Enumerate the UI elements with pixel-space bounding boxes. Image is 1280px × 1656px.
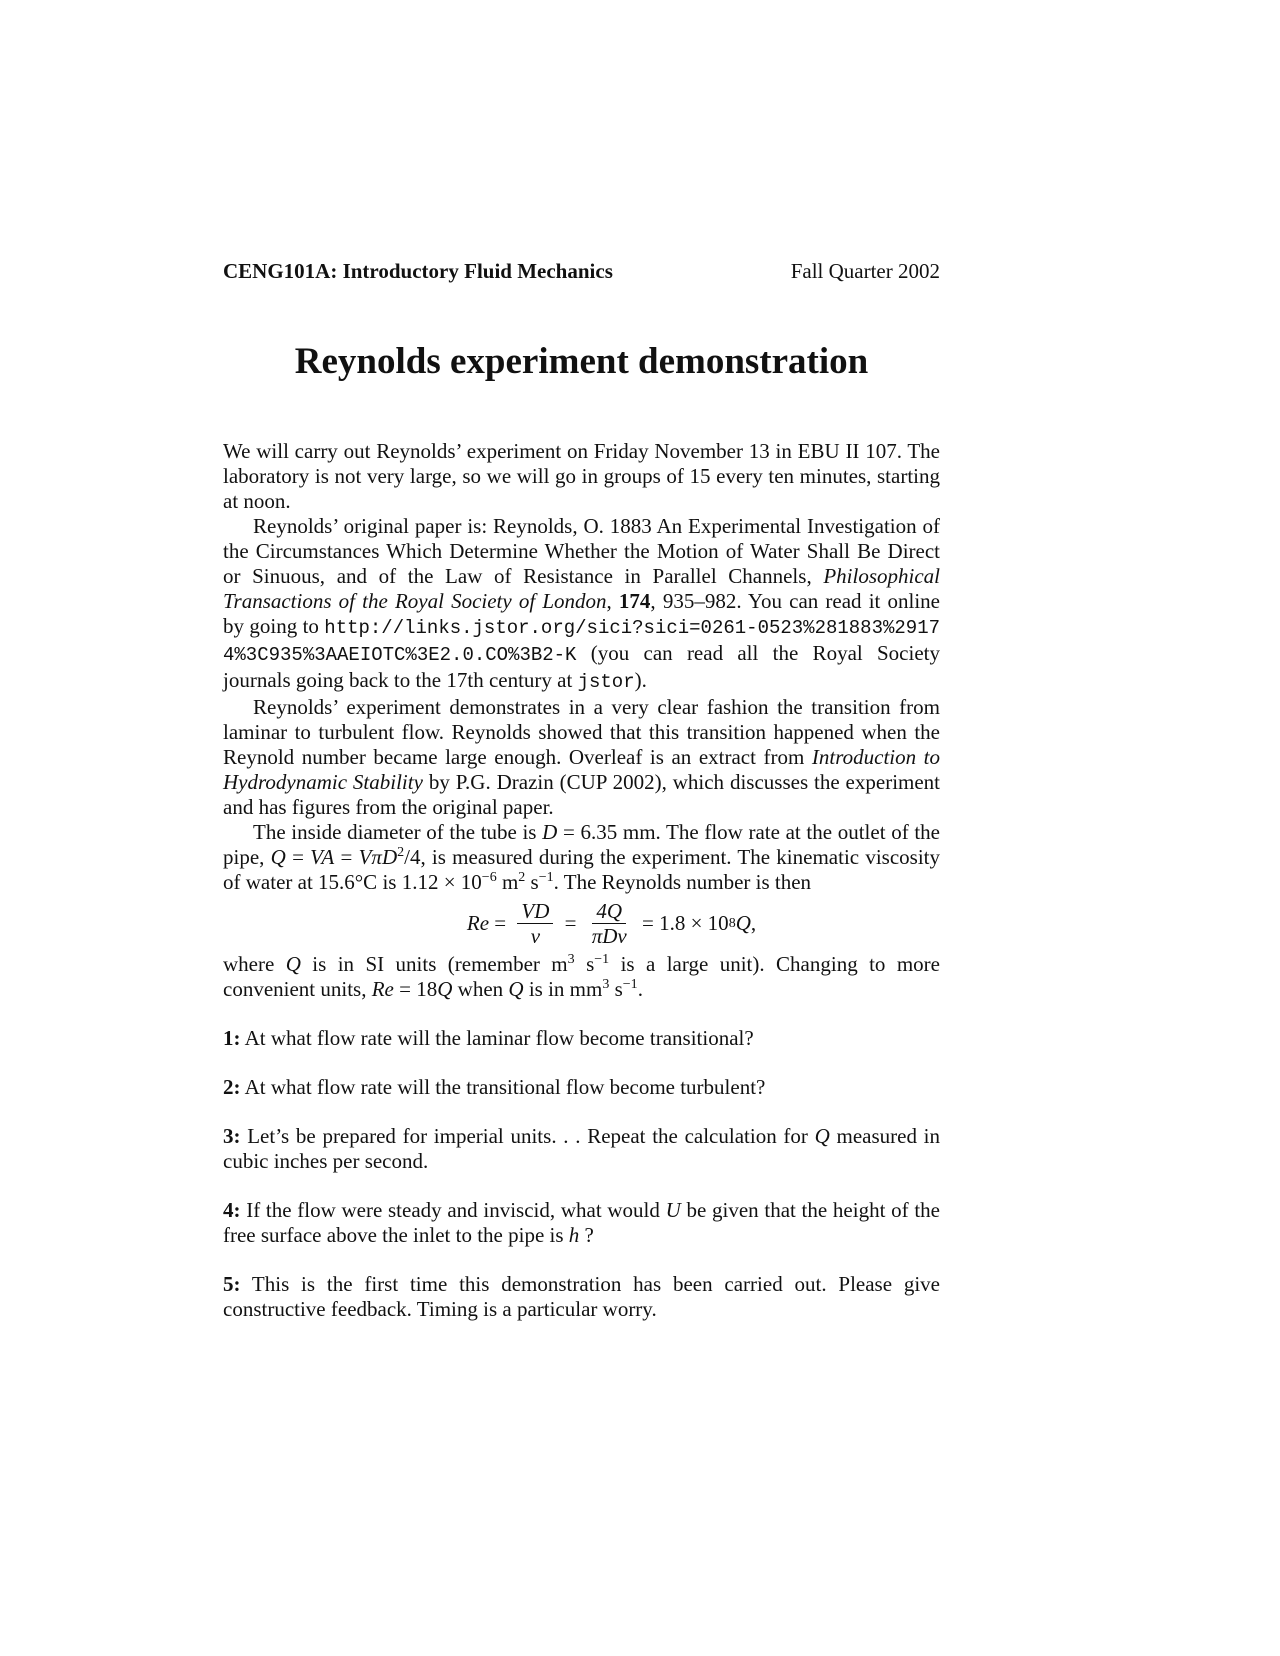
math-var: Q: [285, 952, 301, 976]
math-var: Re: [371, 977, 394, 1001]
paragraph-transition: [223, 695, 940, 820]
question-number: 2:: [223, 1075, 241, 1099]
question-text: Let’s be prepared for imperial units. . . Repeat the calculation for: [240, 1124, 815, 1148]
fraction: [517, 899, 553, 948]
text-run: is a large unit). Changing to more convenient units,: [223, 952, 940, 1001]
term-label: Fall Quarter 2002: [790, 259, 940, 283]
math-var: VπD: [358, 845, 398, 869]
text-run: .: [637, 977, 643, 1001]
page-header: [223, 258, 940, 284]
math-var: VA: [310, 845, 335, 869]
fraction-denominator: ν: [530, 924, 541, 948]
text-run: s: [525, 870, 539, 894]
superscript: −1: [594, 952, 610, 967]
math-var: Re: [466, 911, 490, 935]
journal-volume: 174: [618, 589, 651, 613]
question-number: 4:: [223, 1198, 241, 1222]
question-text: At what flow rate will the transitional flow become turbulent?: [240, 1075, 766, 1099]
math-var: U: [665, 1198, 681, 1222]
paragraph-units: [223, 952, 940, 1002]
math-var: Q: [508, 977, 524, 1001]
text-run: where: [223, 952, 286, 976]
math-var: Q: [437, 977, 453, 1001]
text-run: m: [496, 870, 519, 894]
text-run: when: [452, 977, 509, 1001]
fraction-numerator: 4Q: [592, 899, 626, 924]
question-text: be given that the height of the free surface above the inlet to the pipe is: [223, 1198, 940, 1247]
text-run: by P.G. Drazin (CUP 2002), which discusses the experiment and has figures from the original paper.: [223, 770, 941, 819]
question-number: 3:: [223, 1124, 241, 1148]
superscript: 3: [567, 952, 575, 967]
fraction-denominator: πDν: [591, 924, 627, 948]
text-run: The inside diameter of the tube is: [253, 820, 543, 844]
math-var: Q: [735, 911, 751, 935]
question-number: 5:: [223, 1272, 241, 1296]
question-text: ?: [579, 1223, 594, 1247]
question-3: [223, 1124, 940, 1174]
text-run: ,: [750, 911, 757, 935]
fraction-numerator: VD: [517, 899, 553, 924]
text-run: ,: [606, 589, 619, 613]
text-run: s: [574, 952, 595, 976]
equals-sign: =: [559, 911, 582, 935]
text-run: . The Reynolds number is then: [553, 870, 812, 894]
fraction: [588, 899, 631, 948]
question-5: [223, 1272, 940, 1322]
journal-name: Philosophical Transactions of the Royal Society of London: [223, 564, 940, 613]
text-run: (you can read all the Royal Society journals going back to the 17th century at: [223, 641, 940, 692]
question-1: [223, 1026, 940, 1051]
reynolds-equation: Re = $\frac{VD}{\nu}$ = $\frac{4Q}{\text{πDν}}$ = 1.8 × 10 8 Q ,: [466, 899, 757, 948]
math-var: D: [542, 820, 558, 844]
text-run: =: [285, 845, 311, 869]
math-var: Q: [814, 1124, 830, 1148]
text-run: = 6.35 mm. The flow rate at the outlet of the pipe,: [223, 820, 940, 869]
text-run: is in mm: [523, 977, 603, 1001]
math-var: Q: [270, 845, 286, 869]
text-run: Reynolds’ experiment demonstrates in a very clear fashion the transition from laminar to turbulent flow. Reynolds showed that this transition happened when the Reynold number became large enough. Overleaf is an extract from: [223, 695, 940, 769]
question-2: [223, 1075, 940, 1100]
text-run: s: [609, 977, 623, 1001]
question-4: [223, 1198, 940, 1248]
document-page: [223, 258, 940, 1322]
equation-rhs: = 1.8 × 10: [636, 911, 729, 935]
text-run: ).: [634, 668, 647, 692]
paragraph-reference: [223, 514, 940, 695]
book-title: Introduction to Hydrodynamic Stability: [223, 745, 941, 794]
text-run: is in SI units (remember m: [300, 952, 568, 976]
math-var: h: [568, 1223, 580, 1247]
course-title: CENG101A: Introductory Fluid Mechanics: [223, 259, 613, 283]
superscript: 2: [518, 870, 526, 885]
question-number: 1:: [223, 1026, 241, 1050]
text-run: = 18: [393, 977, 438, 1001]
text-run: Reynolds’ original paper is: Reynolds, O. 1883 An Experimental Investigation of the Circumstances Which Determine Whether the Motion of Water Shall Be Direct or Sinuous, and of the Law of Resistance in Parallel Channels,: [223, 514, 940, 588]
superscript: −6: [481, 870, 497, 885]
superscript: −1: [538, 870, 554, 885]
question-text: This is the first time this demonstration has been carried out. Please give constructive feedback. Timing is a particular worry.: [223, 1272, 940, 1321]
document-title: Reynolds experiment demonstration: [294, 341, 869, 382]
paragraph-intro: We will carry out Reynolds’ experiment on Friday November 13 in EBU II 107. The laboratory is not very large, so we will go in groups of 15 every ten minutes, starting at noon.: [223, 439, 940, 513]
superscript: 2: [397, 845, 405, 860]
question-text: At what flow rate will the laminar flow become transitional?: [240, 1026, 754, 1050]
equals-sign: =: [489, 911, 512, 935]
question-text: If the flow were steady and inviscid, what would: [240, 1198, 666, 1222]
superscript: −1: [622, 977, 638, 992]
text-run: /4, is measured during the experiment. The kinematic viscosity of water at 15.6°C is 1.12 × 10: [223, 845, 941, 894]
text-run: , 935–982. You can read it online by going to: [223, 589, 940, 638]
question-text: measured in cubic inches per second.: [223, 1124, 940, 1173]
jstor-name: jstor: [577, 671, 635, 693]
jstor-link[interactable]: http://links.jstor.org/sici?sici=0261-0523%281883%29174%3C935%3AAEIOTC%3E2.0.CO%3B2-K: [223, 617, 940, 666]
paragraph-diameter: [223, 820, 940, 895]
superscript: 3: [602, 977, 610, 992]
text-run: =: [334, 845, 359, 869]
body-text: [223, 439, 940, 1322]
